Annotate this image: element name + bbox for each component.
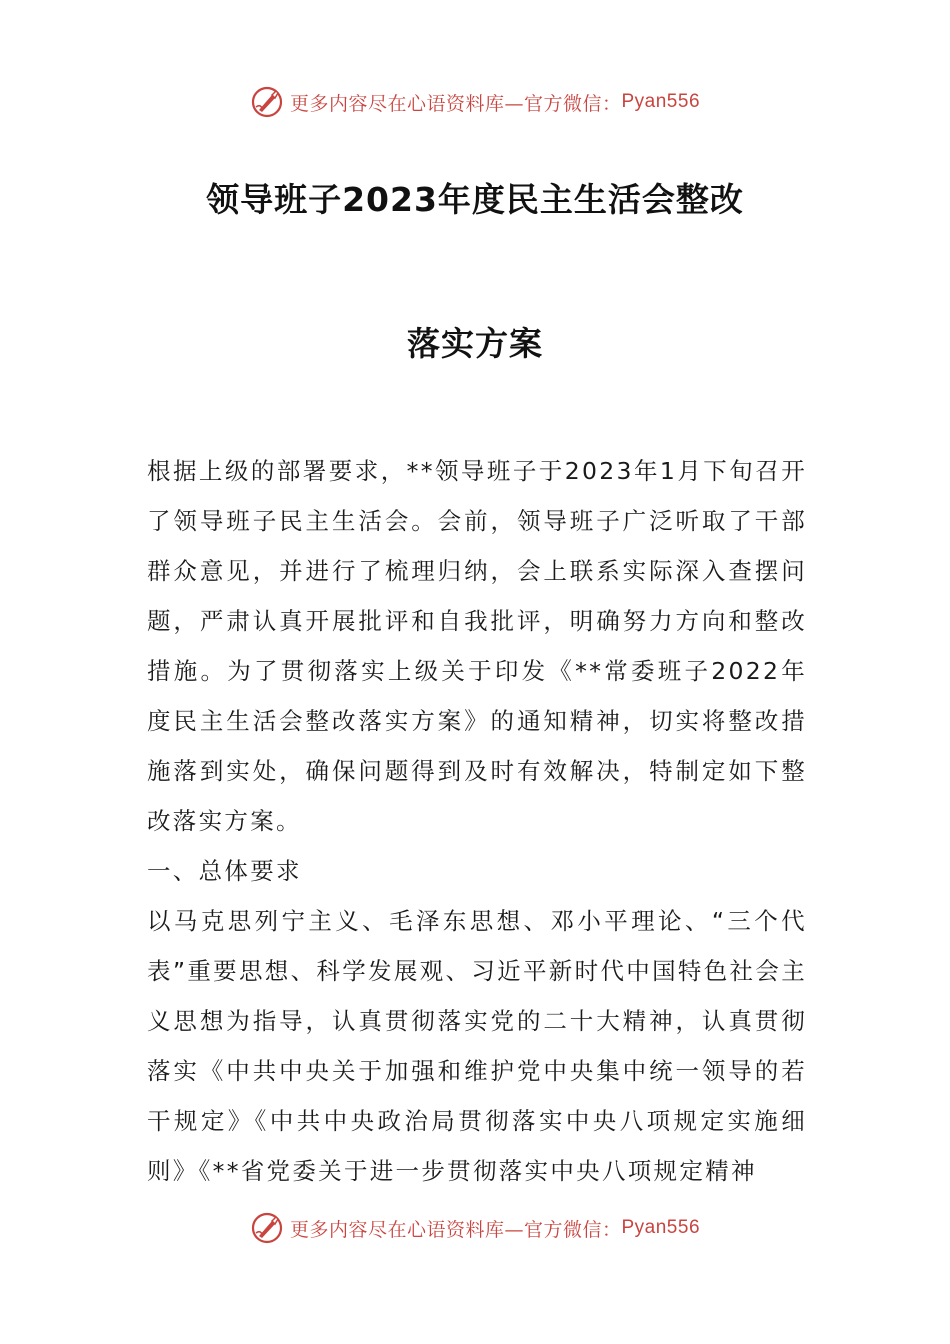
- banner-text: 更多内容尽在心语资料库—官方微信：: [289, 92, 622, 115]
- banner-wechat-id: Pyan556: [621, 91, 701, 112]
- section-heading: 一、总体要求: [147, 857, 302, 885]
- header-watermark-banner: [0, 82, 950, 122]
- banner-text: 更多内容尽在心语资料库—官方微信：: [289, 1218, 622, 1241]
- pen-seal-logo-icon: [250, 1211, 284, 1245]
- pen-seal-logo-icon: [250, 85, 284, 119]
- paragraph-intro: 根据上级的部署要求，**领导班子于2023年1月下旬召开了领导班子民主生活会。会前，领导班子广泛听取了干部群众意见，并进行了梳理归纳，会上联系实际深入查摆问题，严肃认真开展批评和自我批评，明确努力方向和整改措施。为了贯彻落实上级关于印发《**常委班子2022年度民主生活会整改落实方案》的通知精神，切实将整改措施落到实处，确保问题得到及时有效解决，特制定如下整改落实方案。: [147, 457, 807, 835]
- document-title-line-2: 落实方案: [407, 324, 543, 363]
- document-title-line-1: 领导班子2023年度民主生活会整改: [206, 180, 744, 219]
- footer-watermark-banner: [0, 1208, 950, 1248]
- paragraph-guiding-thought: 以马克思列宁主义、毛泽东思想、邓小平理论、“三个代表”重要思想、科学发展观、习近平新时代中国特色社会主义思想为指导，认真贯彻落实党的二十大精神，认真贯彻落实《中共中央关于加强和维护党中央集中统一领导的若干规定》《中共中央政治局贯彻落实中央八项规定实施细则》《**省党委关于进一步贯彻落实中央八项规定精神: [147, 907, 807, 1185]
- banner-wechat-id: Pyan556: [621, 1217, 701, 1238]
- document-body: [147, 446, 807, 1196]
